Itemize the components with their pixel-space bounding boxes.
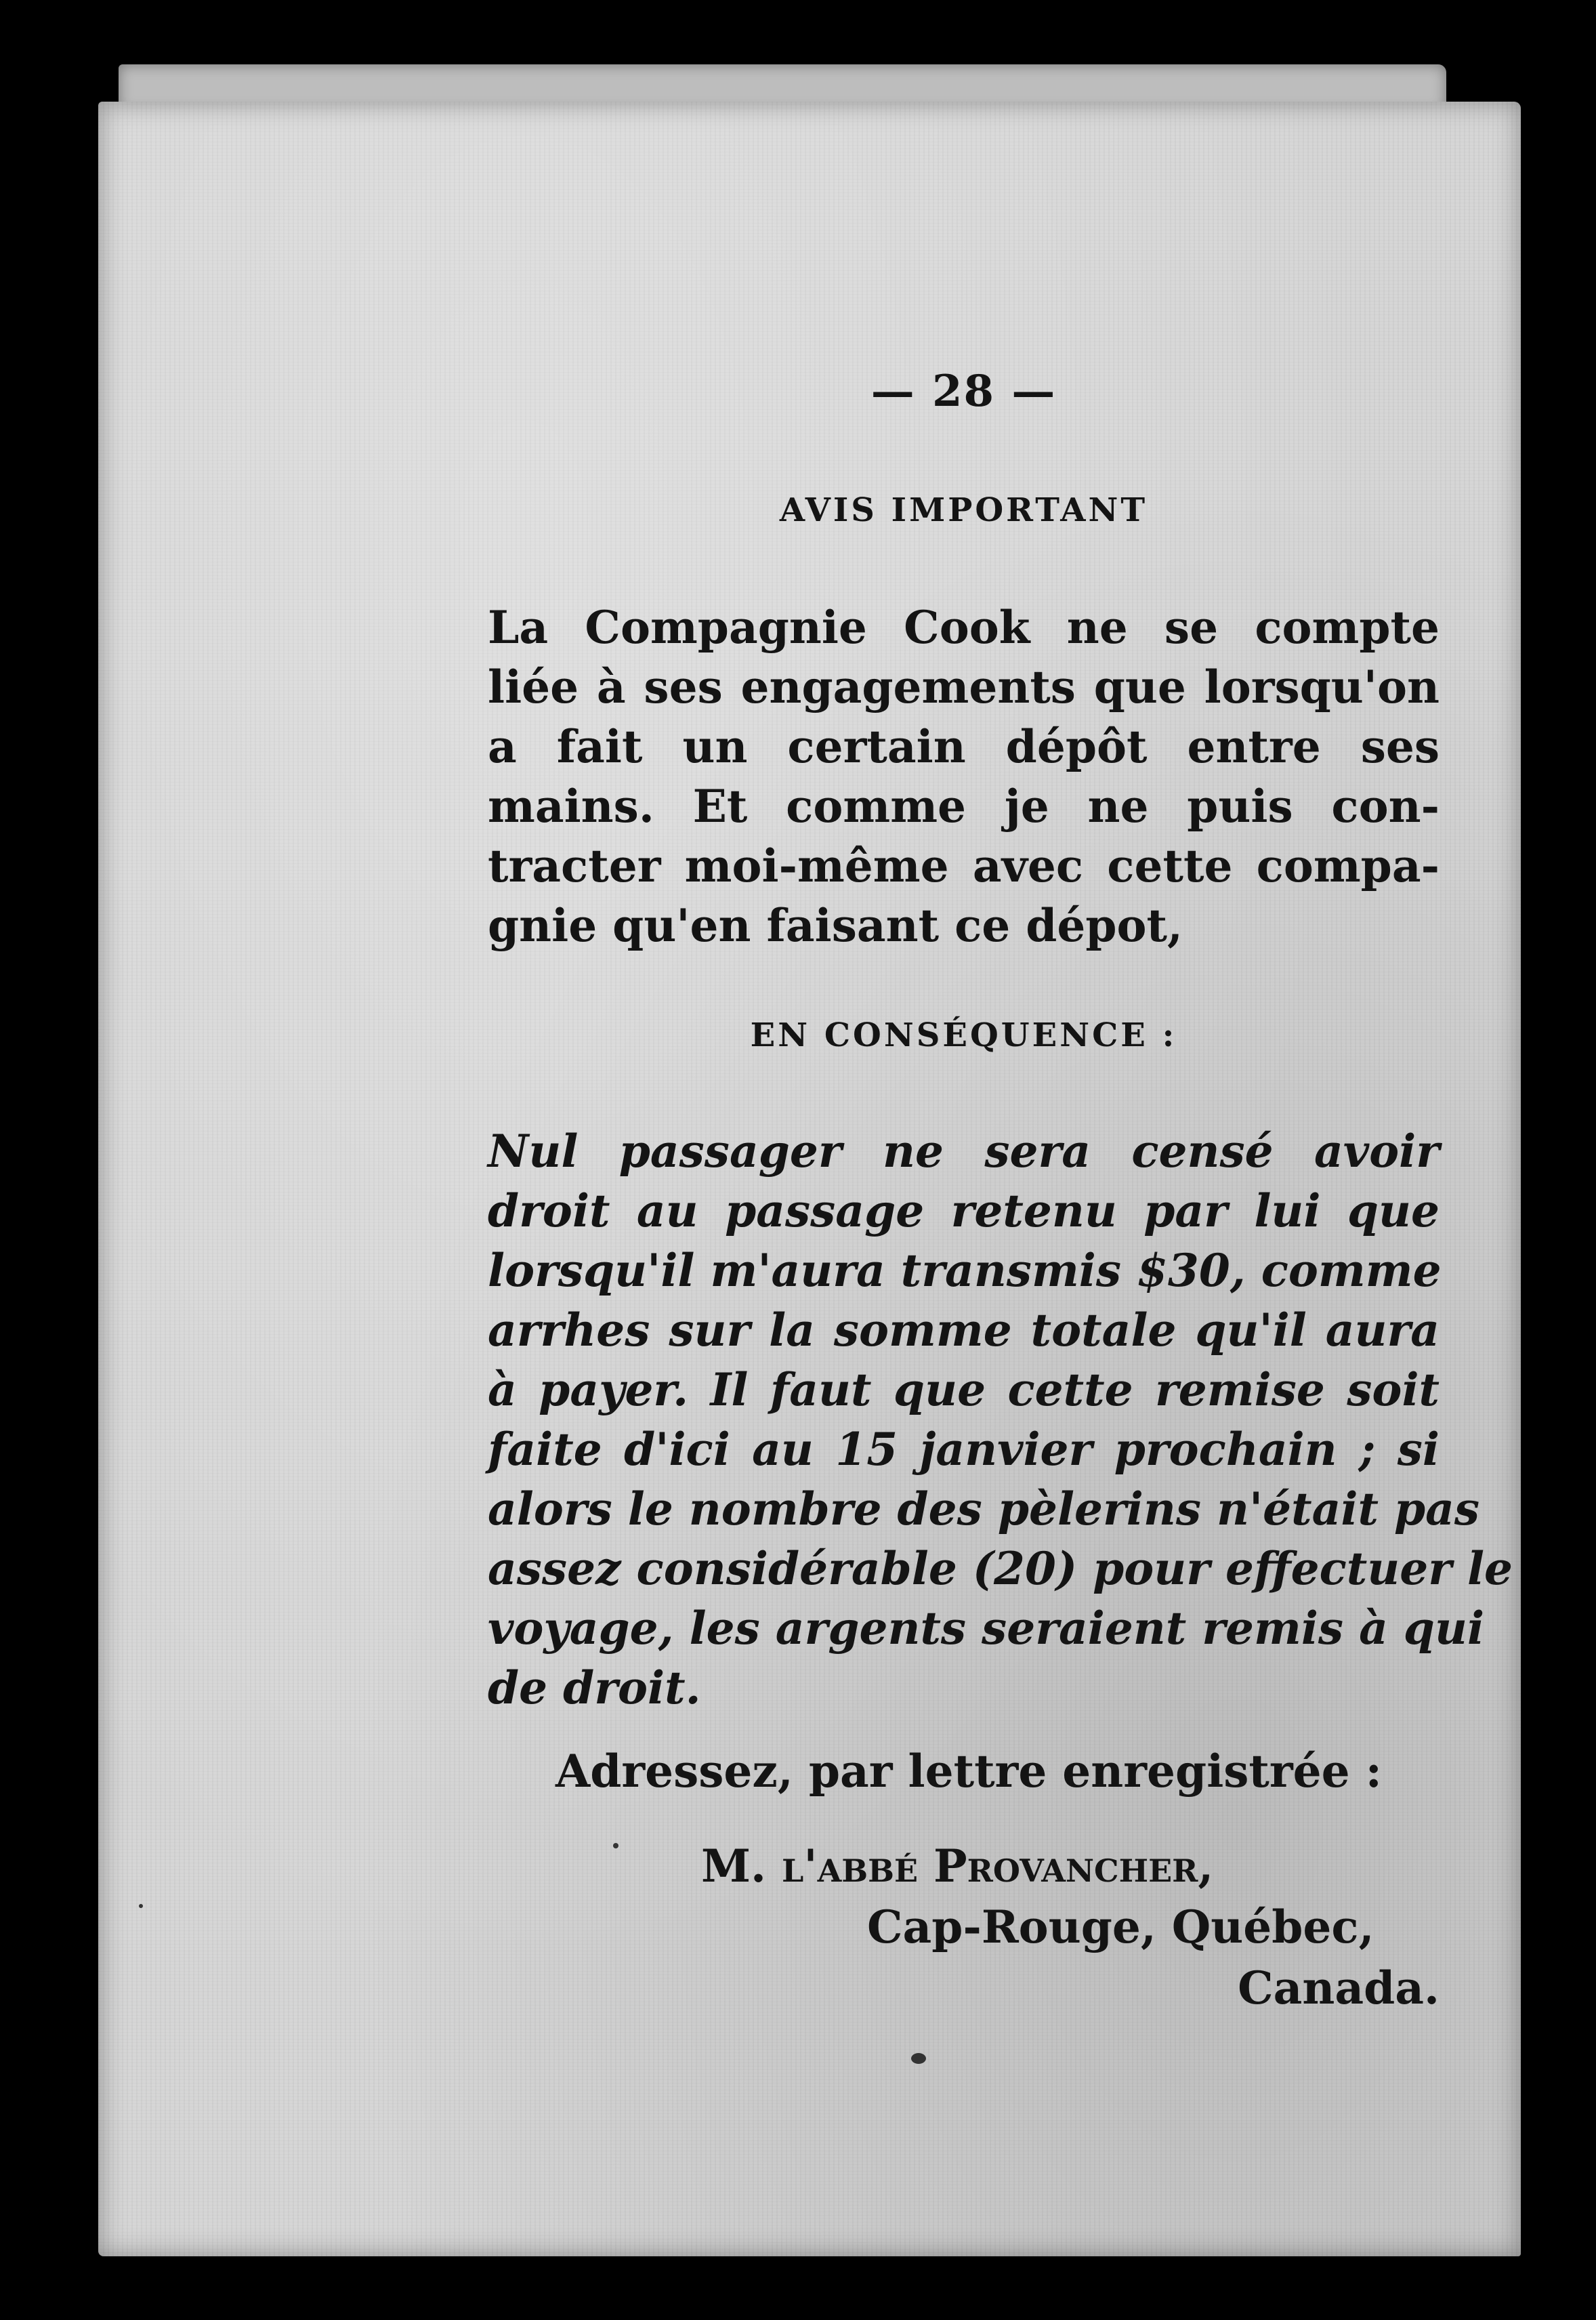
paragraph-line: faite d'ici au 15 janvier prochain ; si bbox=[488, 1423, 1440, 1476]
ink-speck bbox=[911, 2053, 926, 2064]
paragraph-line: de droit. bbox=[488, 1661, 701, 1714]
paragraph-line: à payer. Il faut que cette remise soit bbox=[488, 1363, 1440, 1416]
ink-speck bbox=[613, 1843, 618, 1848]
heading-avis-important: AVIS IMPORTANT bbox=[779, 491, 1148, 529]
paragraph-line: a fait un certain dépôt entre ses bbox=[488, 720, 1440, 773]
paragraph-line: assez considérable (20) pour effectuer le bbox=[488, 1542, 1513, 1595]
address-town: Cap-Rouge, Québec, bbox=[867, 1901, 1374, 1953]
paragraph-line: droit au passage retenu par lui que bbox=[488, 1184, 1440, 1237]
book-page bbox=[98, 102, 1521, 2256]
paragraph-line: arrhes sur la somme totale qu'il aura bbox=[488, 1304, 1440, 1356]
page-number: — 28 — bbox=[870, 366, 1057, 417]
heading-en-consequence: EN CONSÉQUENCE : bbox=[750, 1016, 1177, 1054]
paragraph-line: tracter moi-même avec cette compa- bbox=[488, 840, 1440, 892]
address-country: Canada. bbox=[1238, 1962, 1440, 2014]
paragraph-line: alors le nombre des pèlerins n'était pas bbox=[488, 1483, 1480, 1535]
paragraph-line: liée à ses engagements que lorsqu'on bbox=[488, 661, 1440, 713]
address-name bbox=[701, 1840, 1213, 1892]
paragraph-line: gnie qu'en faisant ce dépot, bbox=[488, 899, 1183, 952]
address-intro: Adressez, par lettre enregistrée : bbox=[555, 1745, 1383, 1798]
paragraph-intro bbox=[488, 598, 1440, 955]
paragraph-conditions bbox=[488, 1121, 1513, 1718]
paragraph-line: voyage, les argents seraient remis à qui bbox=[488, 1602, 1485, 1655]
paragraph-line: lorsqu'il m'aura transmis $30, comme bbox=[488, 1244, 1442, 1297]
paragraph-line: mains. Et comme je ne puis con- bbox=[488, 780, 1440, 833]
address-name-text: M. l'abbé Provancher, bbox=[701, 1840, 1214, 1892]
paragraph-line: La Compagnie Cook ne se compte bbox=[488, 601, 1440, 654]
ink-speck bbox=[139, 1904, 143, 1908]
paragraph-line: Nul passager ne sera censé avoir bbox=[488, 1125, 1440, 1178]
